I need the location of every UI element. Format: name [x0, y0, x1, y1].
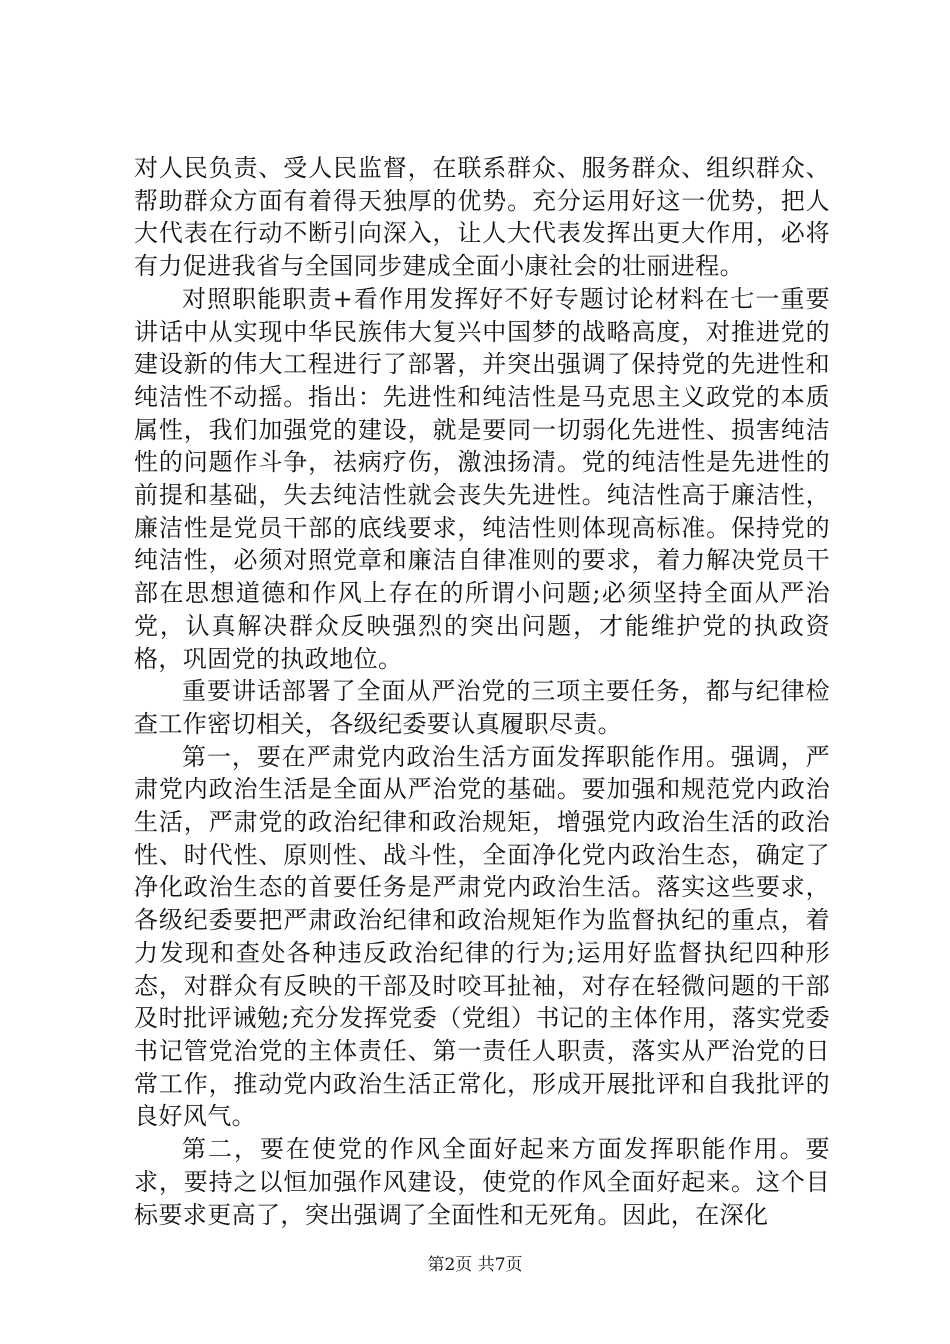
paragraph-2: 对照职能职责+看作用发挥好不好专题讨论材料在七一重要讲话中从实现中华民族伟大复兴中国梦的战略高度，对推进党的建设新的伟大工程进行了部署，并突出强调了保持党的先进性和纯洁性不动摇。指出：先进性和纯洁性是马克思主义政党的本质属性，我们加强党的建设，就是要同一切弱化先进性、损害纯洁性的问题作斗争，祛病疗伤，激浊扬清。党的纯洁性是先进性的前提和基础，失去纯洁性就会丧失先进性。纯洁性高于廉洁性，廉洁性是党员干部的底线要求，纯洁性则体现高标准。保持党的纯洁性，必须对照党章和廉洁自律准则的要求，着力解决党员干部在思想道德和作风上存在的所谓小问题;必须坚持全面从严治党，认真解决群众反映强烈的突出问题，才能维护党的执政资格，巩固党的执政地位。 [134, 284, 830, 673]
paragraph-1: 对人民负责、受人民监督，在联系群众、服务群众、组织群众、帮助群众方面有着得天独厚的优势。充分运用好这一优势，把人大代表在行动不断引向深入，让人大代表发挥出更大作用，必将有力促进我省与全国同步建成全面小康社会的壮丽进程。 [134, 154, 830, 281]
paragraph-3: 重要讲话部署了全面从严治党的三项主要任务，都与纪律检查工作密切相关，各级纪委要认真履职尽责。 [134, 677, 830, 738]
document-body [134, 152, 830, 1231]
page-footer: 第2页 共7页 [427, 1255, 523, 1275]
paragraph-5: 第二，要在使党的作风全面好起来方面发挥职能作用。要求，要持之以恒加强作风建设，使党的作风全面好起来。这个目标要求更高了，突出强调了全面性和无死角。因此，在深化 [134, 1135, 830, 1229]
paragraph-4: 第一，要在严肃党内政治生活方面发挥职能作用。强调，严肃党内政治生活是全面从严治党的基础。要加强和规范党内政治生活，严肃党的政治纪律和政治规矩，增强党内政治生活的政治性、时代性、原则性、战斗性，全面净化党内政治生态，确定了净化政治生态的首要任务是严肃党内政治生活。落实这些要求，各级纪委要把严肃政治纪律和政治规矩作为监督执纪的重点，着力发现和查处各种违反政治纪律的行为;运用好监督执纪四种形态，对群众有反映的干部及时咬耳扯袖，对存在轻微问题的干部及时批评诫勉;充分发挥党委（党组）书记的主体作用，落实党委书记管党治党的主体责任、第一责任人职责，落实从严治党的日常工作，推动党内政治生活正常化，形成开展批评和自我批评的良好风气。 [134, 742, 830, 1131]
